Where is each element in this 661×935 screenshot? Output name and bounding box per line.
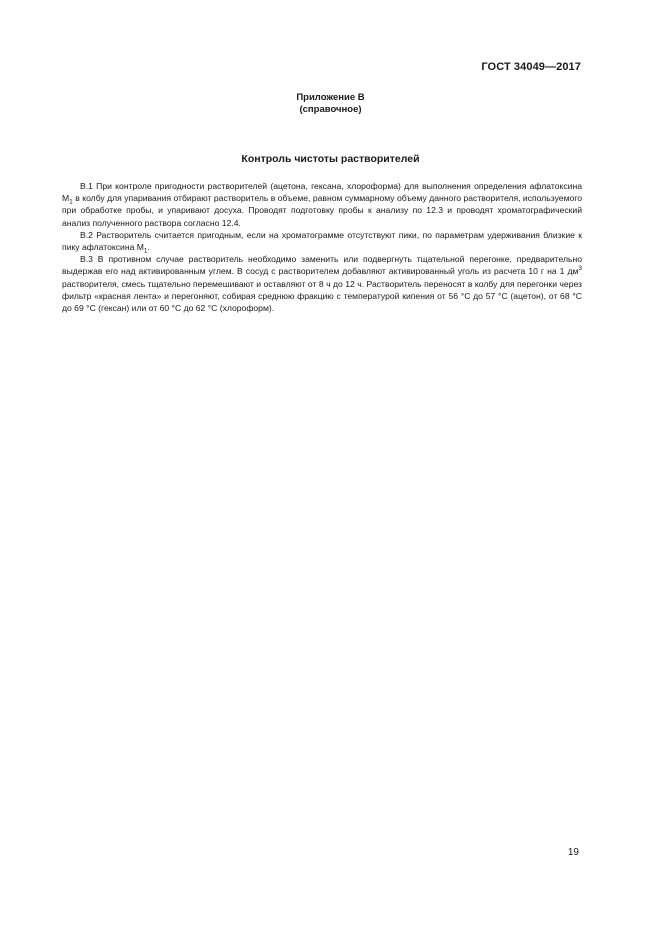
paragraph-b3 <box>62 253 582 314</box>
paragraph-b1-subscript: 1 <box>69 198 73 206</box>
appendix-heading <box>0 92 661 116</box>
paragraph-b2-subscript: 1 <box>143 247 148 255</box>
paragraph-b2-text-a: В.2 Растворитель считается пригодным, если на хроматограмме отсутствуют пики, по параметрам удерживания близкие к пику афлатоксина М <box>62 229 582 253</box>
paragraph-b2-text-b: . <box>147 242 150 253</box>
section-title: Контроль чистоты растворителей <box>241 153 420 165</box>
paragraph-b1-text-b: в колбу для упаривания отбирают растворитель в объеме, равном суммарному объему данного растворителя, используемого при обработке пробы, и упаривают досуха. Проводят подготовку пробы к анализу по 12.3 и проводят хроматографический анализ полученного раствора согласно 12.4. <box>62 193 582 228</box>
page-number: 19 <box>567 847 579 858</box>
appendix-subtitle: (справочное) <box>299 104 362 115</box>
paragraph-b1-text-a: В.1 При контроле пригодности растворителей (ацетона, гексана, хлороформа) для выполнения определения афлатоксина М <box>62 181 582 204</box>
paragraph-b3-superscript: 3 <box>578 265 582 273</box>
paragraph-b1 <box>62 180 582 229</box>
appendix-title: Приложение В <box>296 92 365 103</box>
paragraph-b3-text-a: В.3 В противном случае растворитель необходимо заменить или подвергнуть тщательной перегонке, предварительно выдержав его над активированным углем. В сосуд с растворителем добавляют активированный уголь из расчета 10 г на 1 дм <box>62 254 582 277</box>
paragraph-b3-text-b: растворителя, смесь тщательно перемешивают и оставляют от 8 ч до 12 ч. Растворитель переносят в колбу для перегонки через фильтр «красная лента» и перегоняют, собирая среднюю фракцию с температурой кипения от 56 °С до 57 °С (ацетон), от 68 °С до 69 °С (гексан) или от 60 °С до 62 °С (хлороформ). <box>62 278 582 314</box>
paragraph-b2 <box>62 229 582 253</box>
standard-header: ГОСТ 34049—2017 <box>481 61 581 73</box>
body-text <box>62 180 582 314</box>
